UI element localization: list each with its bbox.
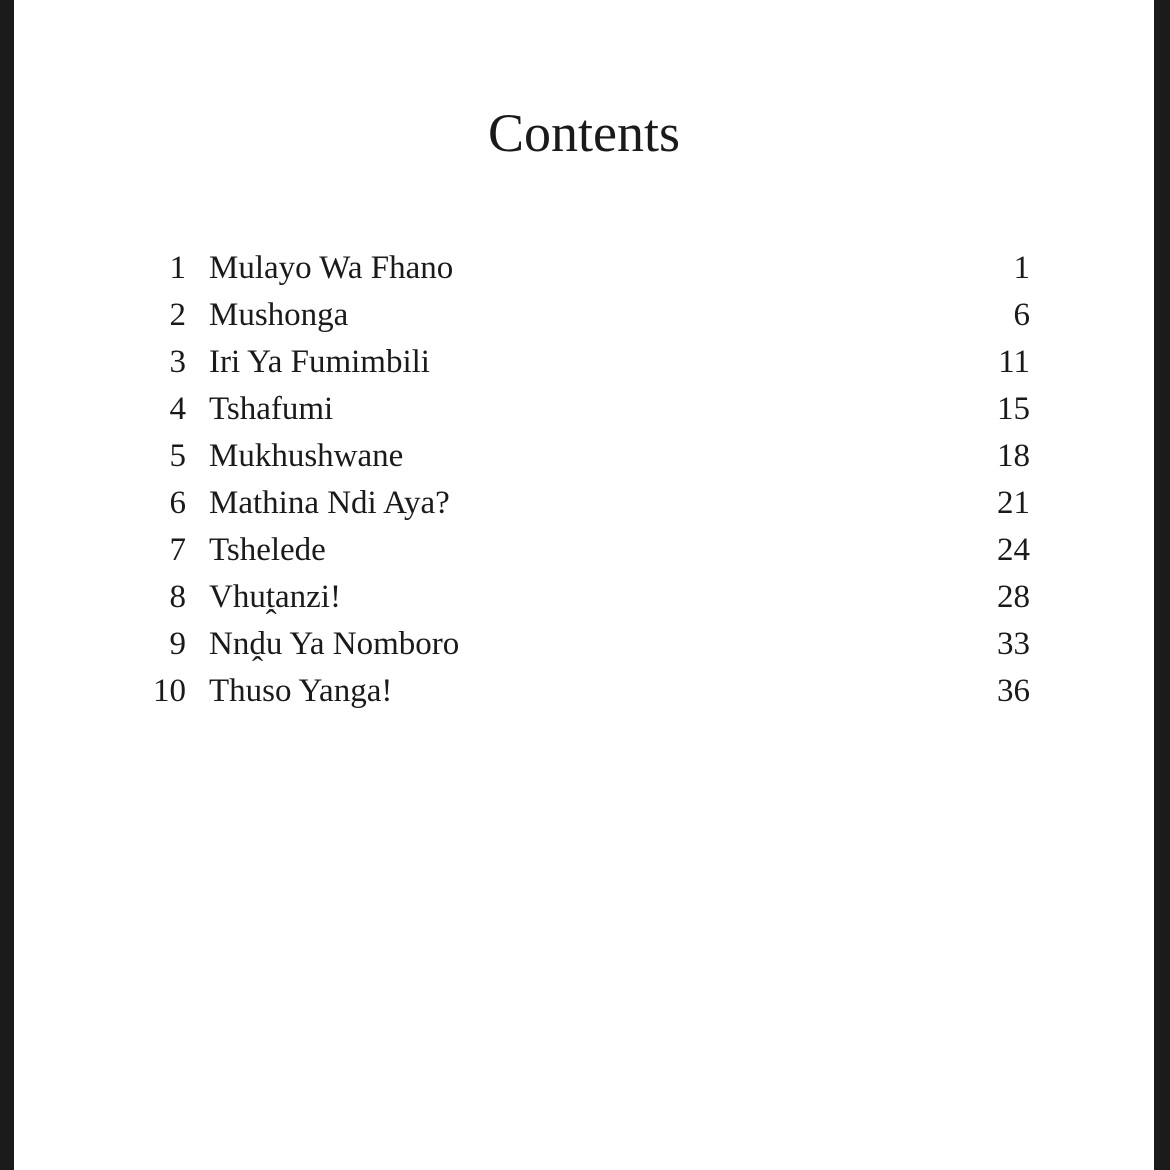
- chapter-number: 3: [169, 344, 186, 380]
- toc-entry[interactable]: [14, 621, 1154, 668]
- page-number: 11: [998, 344, 1030, 380]
- chapter-title: Iri Ya Fumimbili: [209, 344, 430, 380]
- page-number: 1: [1013, 250, 1030, 286]
- toc-entry[interactable]: [14, 386, 1154, 433]
- table-of-contents: [14, 245, 1154, 715]
- toc-entry[interactable]: [14, 574, 1154, 621]
- toc-entry[interactable]: [14, 668, 1154, 715]
- page-number: 21: [997, 485, 1030, 521]
- chapter-title: Mushonga: [209, 297, 349, 333]
- chapter-number: 1: [169, 250, 186, 286]
- chapter-title: Tshelede: [209, 532, 326, 568]
- chapter-number: 7: [169, 532, 186, 568]
- chapter-title: Mathina Ndi Aya?: [209, 485, 450, 521]
- chapter-number: 6: [169, 485, 186, 521]
- chapter-title: Thuso Yanga!: [209, 673, 393, 709]
- page-number: 36: [997, 673, 1030, 709]
- document-page: [14, 0, 1154, 1170]
- page-number: 6: [1013, 297, 1030, 333]
- chapter-title: Nnḓu Ya Nomboro: [209, 626, 460, 662]
- toc-entry[interactable]: [14, 480, 1154, 527]
- page-number: 15: [997, 391, 1030, 427]
- toc-entry[interactable]: [14, 527, 1154, 574]
- chapter-title: Mulayo Wa Fhano: [209, 250, 454, 286]
- page-number: 28: [997, 579, 1030, 615]
- chapter-number: 10: [153, 673, 186, 709]
- page-title: Contents: [487, 103, 680, 163]
- chapter-title: Mukhushwane: [209, 438, 404, 474]
- chapter-number: 2: [169, 297, 186, 333]
- toc-entry[interactable]: [14, 433, 1154, 480]
- page-number: 24: [997, 532, 1030, 568]
- chapter-number: 8: [169, 579, 186, 615]
- toc-entry[interactable]: [14, 245, 1154, 292]
- chapter-number: 9: [169, 626, 186, 662]
- toc-entry[interactable]: [14, 339, 1154, 386]
- page-number: 33: [997, 626, 1030, 662]
- chapter-title: Vhuṱanzi!: [209, 579, 341, 615]
- toc-entry[interactable]: [14, 292, 1154, 339]
- chapter-title: Tshafumi: [209, 391, 334, 427]
- page-number: 18: [997, 438, 1030, 474]
- chapter-number: 4: [169, 391, 186, 427]
- chapter-number: 5: [169, 438, 186, 474]
